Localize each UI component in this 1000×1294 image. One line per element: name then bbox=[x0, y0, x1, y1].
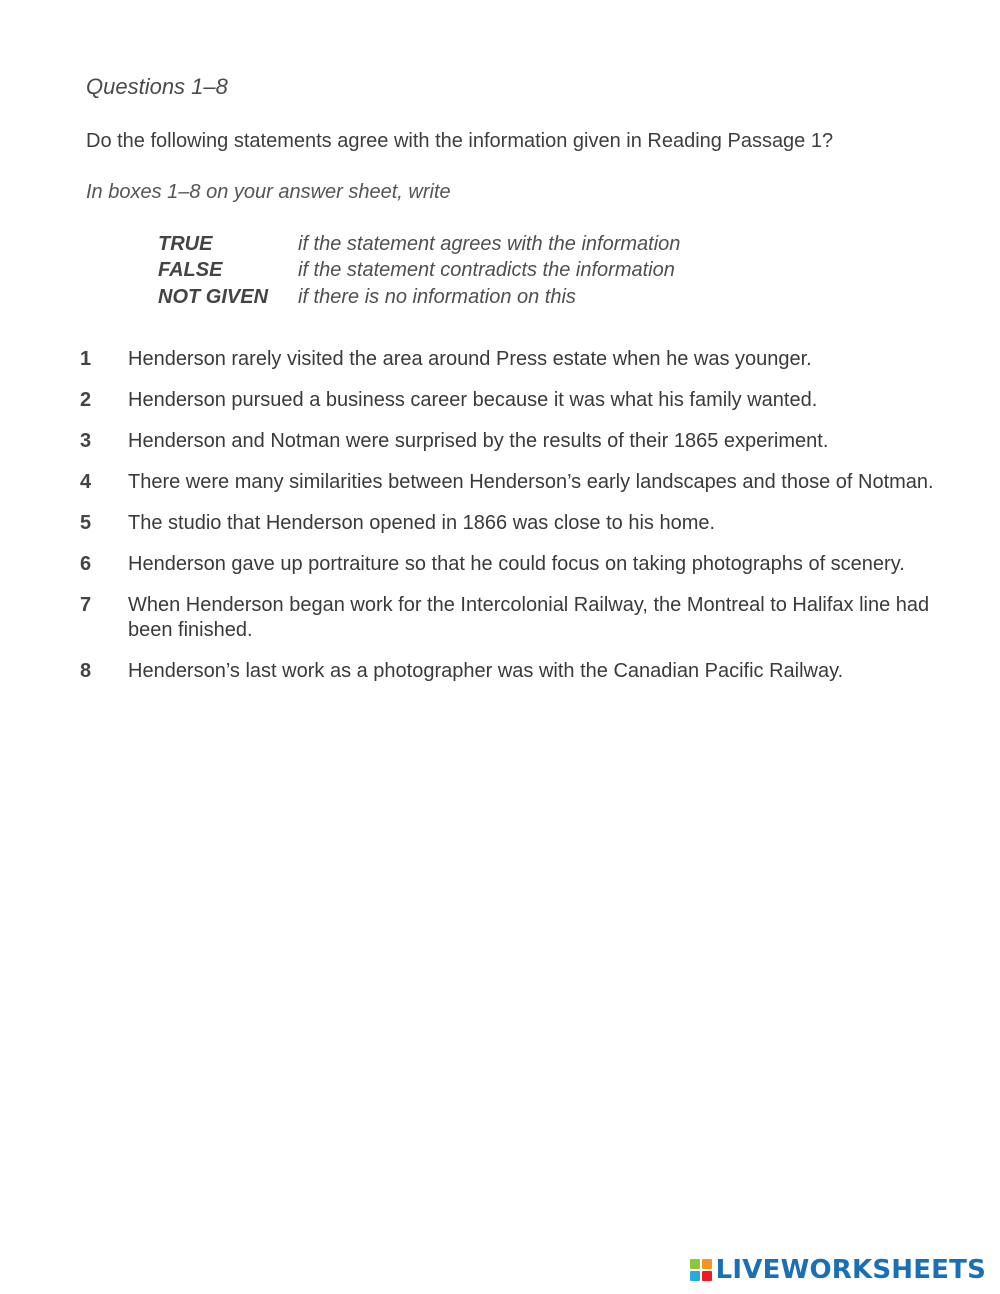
legend-key: NOT GIVEN bbox=[158, 285, 269, 308]
logo-square-icon bbox=[690, 1271, 700, 1281]
question-number: 3 bbox=[80, 430, 92, 452]
question-item bbox=[80, 511, 940, 536]
question-text: Henderson pursued a business career because it was what his family wanted. bbox=[128, 389, 818, 411]
logo-square-icon bbox=[690, 1259, 700, 1269]
sub-instruction-text: In boxes 1–8 on your answer sheet, write bbox=[86, 181, 451, 203]
legend-row-true bbox=[158, 231, 680, 258]
question-number: 7 bbox=[80, 594, 92, 616]
question-item bbox=[80, 388, 940, 413]
logo-square-icon bbox=[702, 1271, 712, 1281]
legend-key: FALSE bbox=[158, 259, 223, 282]
instruction-text: Do the following statements agree with the information given in Reading Passage 1? bbox=[86, 130, 834, 152]
question-text: Henderson rarely visited the area around Press estate when he was younger. bbox=[128, 348, 812, 370]
answer-legend bbox=[158, 231, 680, 311]
question-text: Henderson and Notman were surprised by the results of their 1865 experiment. bbox=[128, 430, 829, 452]
question-number: 2 bbox=[80, 389, 92, 411]
question-text: The studio that Henderson opened in 1866 was close to his home. bbox=[128, 512, 716, 534]
legend-row-not-given bbox=[158, 284, 680, 311]
liveworksheets-brand[interactable] bbox=[690, 1255, 986, 1285]
legend-desc: if the statement contradicts the information bbox=[298, 259, 675, 282]
question-text: Henderson’s last work as a photographer was with the Canadian Pacific Railway. bbox=[128, 660, 844, 682]
question-item bbox=[80, 429, 940, 454]
question-number: 8 bbox=[80, 660, 92, 682]
question-list bbox=[80, 347, 940, 700]
question-number: 1 bbox=[80, 348, 92, 370]
question-item bbox=[80, 552, 940, 577]
liveworksheets-logo-icon bbox=[690, 1259, 712, 1281]
legend-key: TRUE bbox=[158, 232, 213, 255]
question-number: 6 bbox=[80, 553, 92, 575]
legend-row-false bbox=[158, 258, 680, 285]
legend-desc: if there is no information on this bbox=[298, 285, 576, 308]
question-item bbox=[80, 659, 940, 684]
question-item bbox=[80, 347, 940, 372]
question-item bbox=[80, 593, 940, 643]
logo-square-icon bbox=[702, 1259, 712, 1269]
questions-heading: Questions 1–8 bbox=[86, 74, 228, 99]
legend-desc: if the statement agrees with the information bbox=[298, 232, 681, 255]
question-text: When Henderson began work for the Intercolonial Railway, the Montreal to Halifax line had been finished. bbox=[128, 594, 930, 641]
question-item bbox=[80, 470, 940, 495]
question-number: 5 bbox=[80, 512, 92, 534]
brand-name: LIVEWORKSHEETS bbox=[715, 1255, 986, 1285]
question-text: There were many similarities between Henderson’s early landscapes and those of Notman. bbox=[128, 471, 934, 493]
question-text: Henderson gave up portraiture so that he could focus on taking photographs of scenery. bbox=[128, 553, 905, 575]
question-number: 4 bbox=[80, 471, 92, 493]
